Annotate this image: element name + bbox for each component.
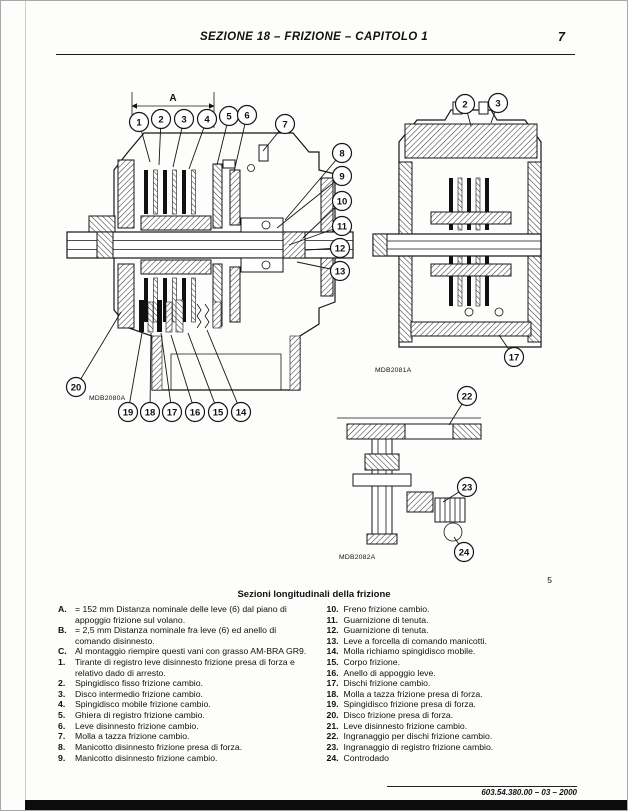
legend-item-label: 12. [326,625,339,636]
legend-item-label: 10. [326,604,339,614]
legend-item [327,646,582,657]
svg-text:10: 10 [336,196,348,208]
legend-item [327,710,582,721]
legend-item-text: Manicotto disinnesto frizione presa di forza. [75,741,243,752]
figure-label-right-top: MDB2081A [375,367,412,374]
doc-number: 603.54.380.00 – 03 – 2000 [387,786,577,797]
svg-text:2: 2 [462,99,468,111]
legend-item-text: Disco frizione presa di forza. [343,710,454,721]
callout-2 [152,110,171,166]
legend-item-text: Guarnizione di tenuta. [343,614,429,625]
legend-column-right [327,604,582,763]
legend-item-label: C. [58,646,67,657]
legend-item-text: Molla a tazza frizione presa di forza. [343,688,483,699]
svg-text:5: 5 [226,111,232,123]
figure-page-ref: 5 [547,575,552,585]
legend-item-label: 6. [58,720,66,731]
legend-item [58,742,313,753]
legend-item-text: Corpo frizione. [343,657,400,668]
svg-text:13: 13 [334,266,346,278]
legend-item-text: Ghiera di registro frizione cambio. [75,710,205,721]
legend-item [327,742,582,753]
legend-item-text: Leve disinnesto frizione cambio. [75,720,199,731]
legend-item [327,636,582,647]
callout-20 [67,312,122,397]
legend-item-text: Guarnizione di tenuta. [343,625,429,636]
svg-text:4: 4 [204,114,210,126]
page-number: 7 [558,30,565,44]
page-header [1,1,627,58]
legend-item [58,625,313,646]
legend-item-label: 7. [58,731,66,742]
legend-item [327,731,582,742]
legend-item [327,625,582,636]
svg-text:18: 18 [144,407,156,419]
legend-item [327,604,582,615]
legend-item-text: Molla a tazza frizione cambio. [75,731,190,742]
svg-text:14: 14 [235,407,247,419]
legend-item-text: = 2,5 mm Distanza nominale fra leve (6) ed anello di comando disinnesto. [75,625,277,646]
svg-text:9: 9 [339,171,345,183]
svg-text:1: 1 [136,117,142,129]
right-top-section-drawing [373,102,541,347]
svg-text:3: 3 [181,114,187,126]
svg-text:24: 24 [458,547,470,559]
svg-text:8: 8 [339,148,345,160]
legend-item [327,615,582,626]
svg-text:20: 20 [70,382,82,394]
legend-item-text: Controdado [343,752,389,763]
callout-3 [489,94,508,124]
svg-text:2: 2 [158,114,164,126]
legend-item-label: B. [58,625,67,636]
left-section-drawing [67,133,353,390]
bottom-scan-bar [25,800,627,810]
callout-6 [234,106,257,173]
legend-item-label: 16. [326,667,339,678]
legend-item-label: 4. [58,699,66,710]
legend-item-label: 8. [58,741,66,752]
callout-19 [119,333,143,422]
legend-item [58,689,313,700]
svg-text:7: 7 [282,119,288,131]
legend-item-text: Anello di appoggio leve. [343,667,436,678]
svg-text:3: 3 [495,98,501,110]
section-title: SEZIONE 18 – FRIZIONE – CAPITOLO 1 [199,31,429,43]
legend-item [58,604,313,625]
legend-item-text: Leve a forcella di comando manicotti. [343,635,487,646]
svg-text:6: 6 [244,110,250,122]
svg-text:23: 23 [461,482,473,494]
callout-5 [217,107,239,166]
legend-item-text: Al montaggio riempire questi vani con grasso AM-BRA GR9. [75,646,307,657]
legend-item [58,699,313,710]
legend-item-label: 2. [58,678,66,689]
svg-text:22: 22 [461,391,473,403]
dimension-a-label: A [169,93,177,104]
legend-item-text: Ingranaggio per dischi frizione cambio. [343,731,493,742]
clutch-section-figure [1,58,628,588]
legend-item-label: 14. [326,646,339,657]
legend-item-label: 22. [326,731,339,742]
svg-text:15: 15 [212,407,224,419]
legend-item [327,657,582,668]
legend-item-label: 19. [326,699,339,710]
legend-item-label: 9. [58,752,66,763]
legend [1,600,627,763]
legend-item-label: 15. [326,657,339,668]
legend-item-text: Leve disinnesto frizione cambio. [343,720,468,731]
legend-item [58,710,313,721]
legend-item-text: Freno frizione cambio. [343,604,430,614]
legend-item-label: 23. [326,741,339,752]
legend-item-label: 3. [58,688,66,699]
legend-item [58,646,313,657]
legend-item [327,689,582,700]
callout-22 [449,387,477,426]
legend-item-text: Disco intermedio frizione cambio. [75,688,203,699]
legend-item-label: A. [58,604,67,614]
legend-item-text: Tirante di registro leve disinnesto frizione presa di forza e relativo dado di arresto. [75,657,295,678]
callout-2 [456,95,475,127]
svg-text:17: 17 [166,407,178,419]
legend-item-text: = 152 mm Distanza nominale delle leve (6) dal piano di appoggio frizione sul volano. [75,604,287,625]
legend-item [327,699,582,710]
header-rule [56,54,575,55]
legend-item [58,753,313,764]
legend-column-left [58,604,313,763]
legend-item-text: Dischi frizione cambio. [343,678,431,689]
figure-label-right-bottom: MDB2082A [339,554,376,561]
legend-item [58,731,313,742]
callout-3 [173,110,194,168]
legend-item-label: 20. [326,710,339,721]
figure-label-left: MDB2080A [89,395,126,402]
legend-item-label: 24. [326,752,339,763]
legend-item [327,678,582,689]
legend-item [327,721,582,732]
legend-item [327,668,582,679]
legend-item [58,721,313,732]
callout-24 [454,537,474,562]
page-edge-line [25,1,26,810]
legend-item-text: Molla richiamo spingidisco mobile. [343,646,476,657]
legend-item-text: Manicotto disinnesto frizione cambio. [75,752,218,763]
callout-17 [499,335,524,367]
legend-item-label: 13. [326,635,339,646]
legend-item-text: Spingidisco fisso frizione cambio. [75,678,203,689]
legend-item-label: 5. [58,710,66,721]
svg-text:11: 11 [336,221,348,233]
legend-item [58,678,313,689]
svg-text:16: 16 [189,407,201,419]
svg-text:19: 19 [122,407,134,419]
legend-item-label: 17. [326,678,339,689]
legend-item-label: 21. [326,720,339,731]
legend-item-label: 1. [58,657,66,668]
svg-text:17: 17 [508,352,520,364]
legend-item-text: Ingranaggio di registro frizione cambio. [343,741,494,752]
figure-caption: Sezioni longitudinali della frizione [237,589,391,600]
legend-item [58,657,313,678]
legend-item-text: Spingidisco mobile frizione cambio. [75,699,211,710]
legend-item [327,753,582,764]
svg-text:12: 12 [334,243,346,255]
legend-item-text: Spingidisco frizione presa di forza. [343,699,476,710]
legend-item-label: 11. [326,614,339,625]
legend-item-label: 18. [326,688,339,699]
